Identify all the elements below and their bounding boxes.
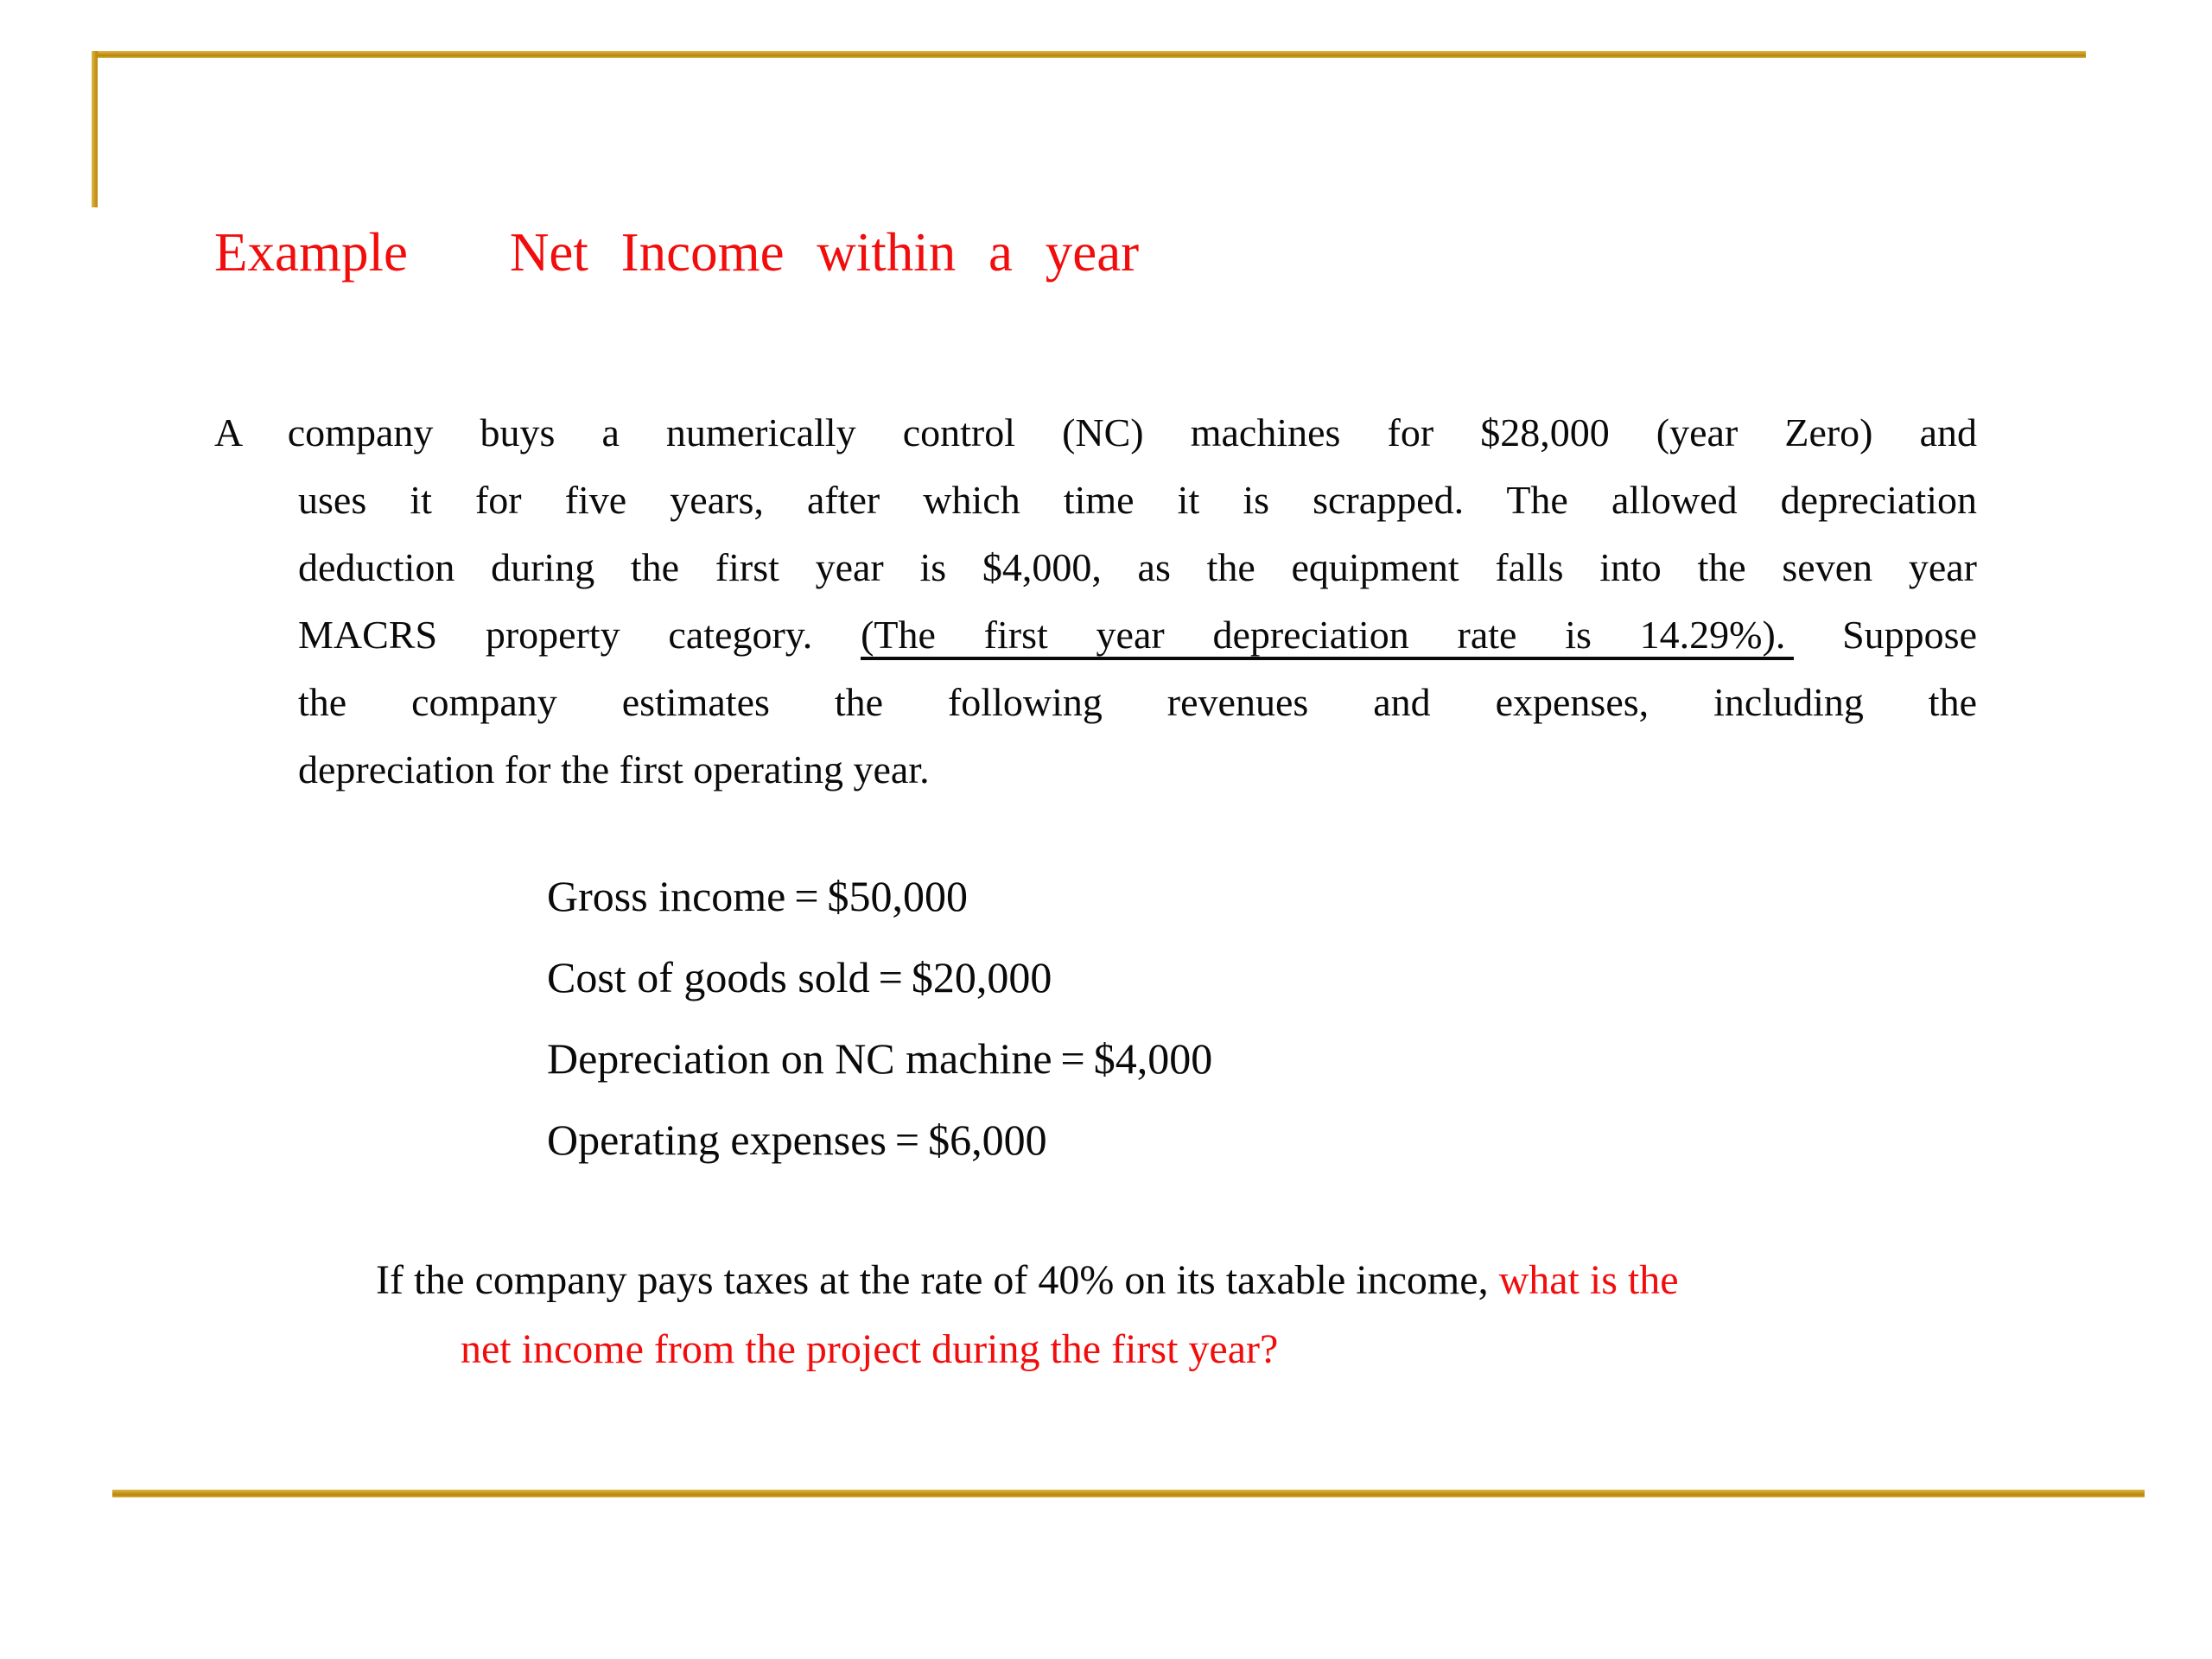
equals-sign: = [1060,1034,1085,1083]
figure-operating-expenses [547,1099,1212,1180]
body-line-3-text: deduction during the first year is $4,000, as the equipment falls into the seven year [298,545,1977,589]
figure-label: Operating expenses [547,1116,887,1164]
question-red-text-2: net income from the project during the first year? [461,1326,1279,1372]
figure-gross-income [547,855,1212,937]
body-line-5 [214,669,1977,736]
figures-list [547,855,1212,1180]
question-line-2 [376,1315,2018,1384]
body-paragraph [214,399,1977,804]
body-line-2-text: uses it for five years, after which time it is scrapped. The allowed depreciation [298,478,1977,522]
figure-value: $50,000 [827,872,969,920]
body-line-1 [214,399,1977,467]
question-red-text-1: what is the [1498,1257,1679,1303]
top-border-line [92,51,2086,58]
question-line-1 [376,1246,2018,1315]
body-line-4-pre: MACRS property category. [298,613,861,657]
figure-value: $20,000 [911,953,1052,1001]
slide-title [214,221,1139,284]
underlined-depreciation-rate: (The first year depreciation rate is 14.29%). [861,613,1794,660]
question-black-text: If the company pays taxes at the rate of 40% on its taxable income, [376,1257,1499,1303]
question-block [376,1246,2018,1384]
equals-sign: = [894,1116,920,1164]
equals-sign: = [878,953,903,1001]
body-line-2 [214,467,1977,534]
title-example-label: Example [214,222,408,283]
bottom-border-line [112,1490,2145,1497]
equals-sign: = [794,872,819,920]
body-line-6-text: depreciation for the first operating year. [298,747,930,791]
left-border-line [92,51,98,207]
body-line-4 [214,601,1977,669]
figure-cost-of-goods [547,937,1212,1018]
body-line-1-text: A company buys a numerically control (NC) machines for $28,000 (year Zero) and [214,410,1977,454]
body-line-4-post: Suppose [1794,613,1977,657]
title-subject-label: Net Income within a year [509,222,1140,283]
figure-depreciation [547,1018,1212,1099]
figure-label: Gross income [547,872,786,920]
figure-value: $6,000 [928,1116,1047,1164]
body-line-6 [214,736,1977,804]
figure-label: Depreciation on NC machine [547,1034,1052,1083]
body-line-5-text: the company estimates the following revenues and expenses, including the [298,680,1977,724]
figure-value: $4,000 [1093,1034,1213,1083]
body-line-3 [214,534,1977,601]
figure-label: Cost of goods sold [547,953,870,1001]
